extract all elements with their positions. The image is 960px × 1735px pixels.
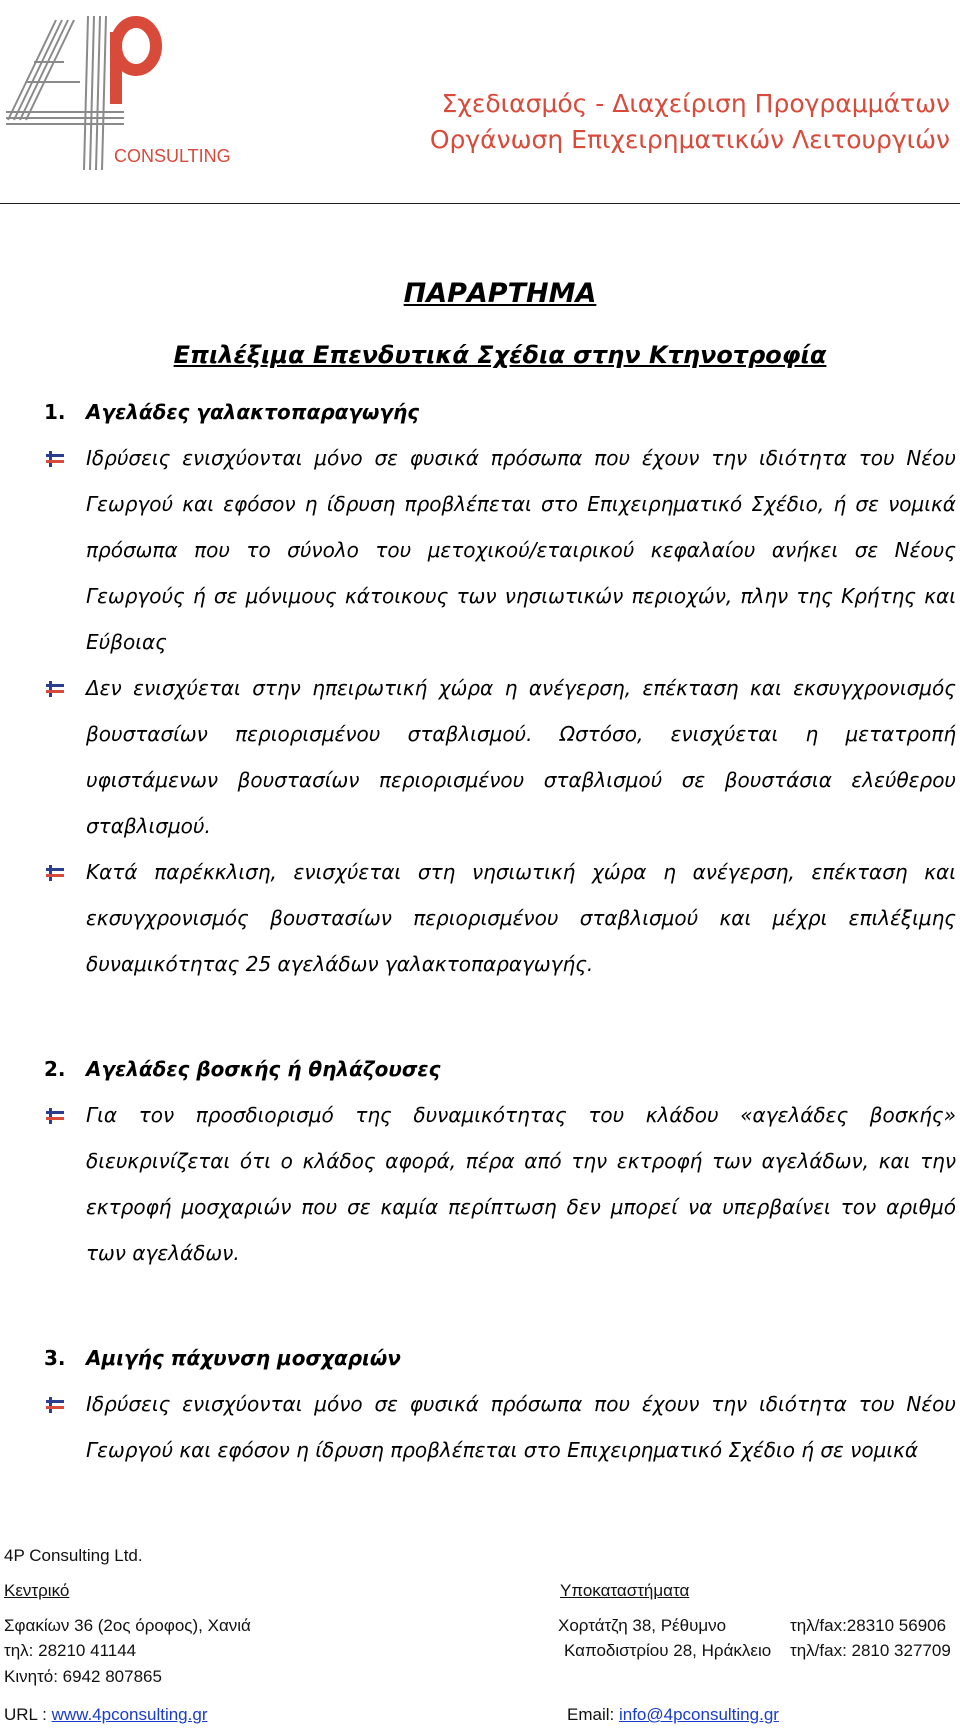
footer-branch2-phone: τηλ/fax: 2810 327709 <box>790 1641 951 1660</box>
section-title: Αγελάδες βοσκής ή θηλάζουσες <box>86 1057 441 1081</box>
tagline-line-1: Σχεδιασμός - Διαχείριση Προγραμμάτων <box>441 89 950 118</box>
footer-email-label: Email: <box>567 1705 615 1724</box>
footer-hq-address: Σφακίων 36 (2ος όροφος), Χανιά <box>4 1616 251 1635</box>
bullet-icon <box>44 1092 86 1276</box>
footer-hq-phone: τηλ: 28210 41144 <box>4 1641 137 1660</box>
bullet-icon <box>44 1381 86 1473</box>
footer-hq-mobile: Κινητό: 6942 807865 <box>4 1667 162 1686</box>
document-body <box>44 270 956 1473</box>
footer-branch1-address: Χορτάτζη 38, Ρέθυμνο <box>558 1616 727 1635</box>
footer-url-label: URL : <box>4 1705 47 1724</box>
footer-branches-label: Υποκαταστήματα <box>560 1581 690 1600</box>
section-number: 2. <box>44 1057 66 1081</box>
page-subtitle: Επιλέξιμα Επενδυτικά Σχέδια στην Κτηνοτροφία <box>173 341 827 369</box>
company-logo <box>4 2 231 172</box>
logo-sub-text: CONSULTING <box>114 146 231 166</box>
section-heading <box>44 1335 956 1381</box>
list-item <box>44 849 956 987</box>
section-heading <box>44 1046 956 1092</box>
list-item <box>44 1092 956 1276</box>
section-title: Αγελάδες γαλακτοπαραγωγής <box>86 400 420 424</box>
footer-company: 4P Consulting Ltd. <box>4 1546 143 1565</box>
footer-branch1-phone: τηλ/fax:28310 56906 <box>790 1616 947 1635</box>
section-title: Αμιγής πάχυνση μοσχαριών <box>86 1346 401 1370</box>
section-number: 1. <box>44 400 66 424</box>
list-item <box>44 435 956 665</box>
tagline-line-2: Οργάνωση Επιχειρηματικών Λειτουργιών <box>429 125 950 154</box>
page-title: ΠΑΡΑΡΤΗΜΑ <box>403 278 597 309</box>
bullet-text: Για τον προσδιορισμό της δυναμικότητας του κλάδου «αγελάδες βοσκής» διευκρινίζεται ότι ο κλάδος αφορά, πέρα από την εκτροφή των αγελάδων, και την εκτροφή μοσχαριών που σε καμία περίπτωση δεν μπορεί να υπερβαίνει τον αριθμό των αγελάδων. <box>86 1103 956 1265</box>
bullet-text: Δεν ενισχύεται στην ηπειρωτική χώρα η ανέγερση, επέκταση και εκσυγχρονισμός βουστασίων περιορισμένου σταβλισμού. Ωστόσο, ενισχύεται η μετατροπή υφιστάμενων βουστασίων περιορισμένου σταβλισμού σε βουστάσια ελεύθερου σταβλισμού. <box>86 676 956 838</box>
footer-branch2-address: Καποδιστρίου 28, Ηράκλειο <box>564 1641 772 1660</box>
section-heading <box>44 389 956 435</box>
footer-hq-label: Κεντρικό <box>4 1581 70 1600</box>
bullet-icon <box>44 435 86 665</box>
section-number: 3. <box>44 1346 66 1370</box>
bullet-icon <box>44 849 86 987</box>
bullet-text: Ιδρύσεις ενισχύονται μόνο σε φυσικά πρόσωπα που έχουν την ιδιότητα του Νέου Γεωργού και εφόσον η ίδρυση προβλέπεται στο Επιχειρηματικό Σχέδιο ή σε νομικά <box>86 1392 956 1462</box>
tagline <box>430 86 950 158</box>
bullet-text: Ιδρύσεις ενισχύονται μόνο σε φυσικά πρόσωπα που έχουν την ιδιότητα του Νέου Γεωργού και εφόσον η ίδρυση προβλέπεται στο Επιχειρηματικό Σχέδιο, ή σε νομικά πρόσωπα που το σύνολο του μετοχικού/εταιρικού κεφαλαίου ανήκει σε Νέους Γεωργούς ή σε μόνιμους κάτοικους των νησιωτικών περιοχών, πλην της Κρήτης και Εύβοιας <box>86 446 956 654</box>
email-link[interactable]: info@4pconsulting.gr <box>618 1705 779 1724</box>
list-item <box>44 1381 956 1473</box>
website-link[interactable]: www.4pconsulting.gr <box>51 1705 208 1724</box>
header-divider <box>0 203 960 204</box>
bullet-text: Κατά παρέκκλιση, ενισχύεται στη νησιωτική χώρα η ανέγερση, επέκταση και εκσυγχρονισμός βουστασίων περιορισμένου σταβλισμού και μέχρι επιλέξιμης δυναμικότητας 25 αγελάδων γαλακτοπαραγωγής. <box>86 860 956 976</box>
bullet-icon <box>44 665 86 849</box>
list-item <box>44 665 956 849</box>
